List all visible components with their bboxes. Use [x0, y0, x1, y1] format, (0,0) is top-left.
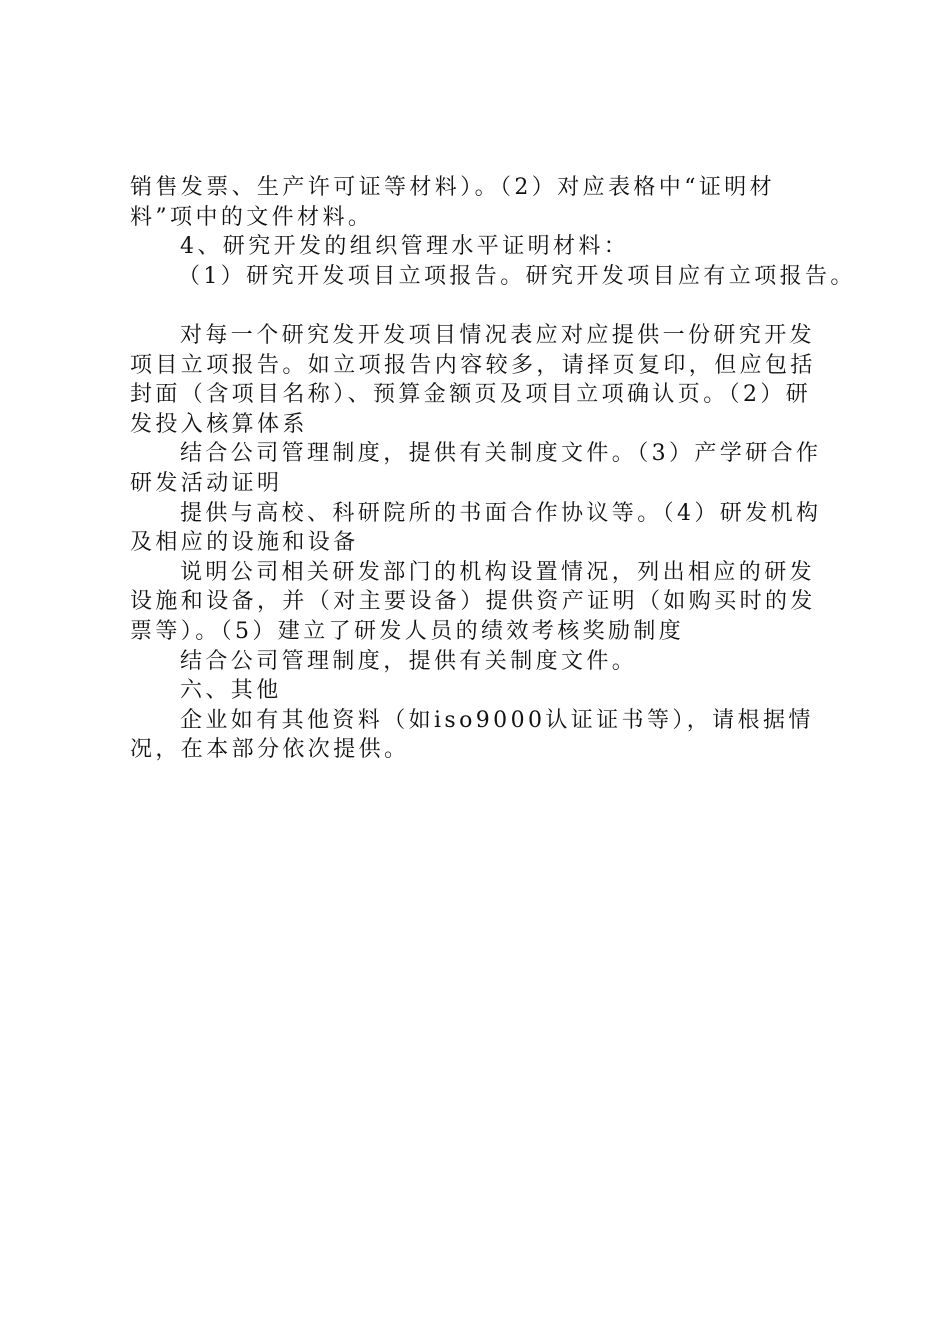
- text-line: 销售发票、生产许可证等材料）。（2）对应表格中“证明材: [130, 175, 776, 200]
- text-line: 封面（含项目名称）、预算金额页及项目立项确认页。（2）研: [130, 382, 812, 408]
- section-heading: 4、研究开发的组织管理水平证明材料：: [180, 234, 630, 260]
- text-line: 设施和设备，并（对主要设备）提供资产证明（如购买时的发: [130, 589, 816, 615]
- text-line: 说明公司相关研发部门的机构设置情况，列出相应的研发: [180, 559, 816, 585]
- text-line: 票等）。（5）建立了研发人员的绩效考核奖励制度: [130, 618, 685, 644]
- text-line: 研发活动证明: [130, 470, 283, 496]
- text-line: 对每一个研究发开发项目情况表应对应提供一份研究开发: [180, 322, 816, 348]
- text-line: 提供与高校、科研院所的书面合作协议等。（4）研发机构: [180, 500, 822, 526]
- document-body: [130, 173, 856, 765]
- text-line: 企业如有其他资料（如iso9000认证证书等），请根据情: [180, 707, 814, 733]
- paragraph-gap: [130, 291, 830, 321]
- text-line: 料”项中的文件材料。: [130, 204, 374, 230]
- text-line: 发投入核算体系: [130, 411, 308, 437]
- text-line: （1）研究开发项目立项报告。研究开发项目应有立项报告。: [178, 263, 856, 289]
- text-line: 及相应的设施和设备: [130, 530, 359, 556]
- text-line: 结合公司管理制度，提供有关制度文件。: [180, 648, 638, 674]
- section-heading: 六、其他: [180, 678, 282, 704]
- text-line: 项目立项报告。如立项报告内容较多，请择页复印，但应包括: [130, 352, 816, 378]
- text-line: 结合公司管理制度，提供有关制度文件。（3）产学研合作: [180, 441, 822, 467]
- text-line: 况，在本部分依次提供。: [130, 737, 410, 763]
